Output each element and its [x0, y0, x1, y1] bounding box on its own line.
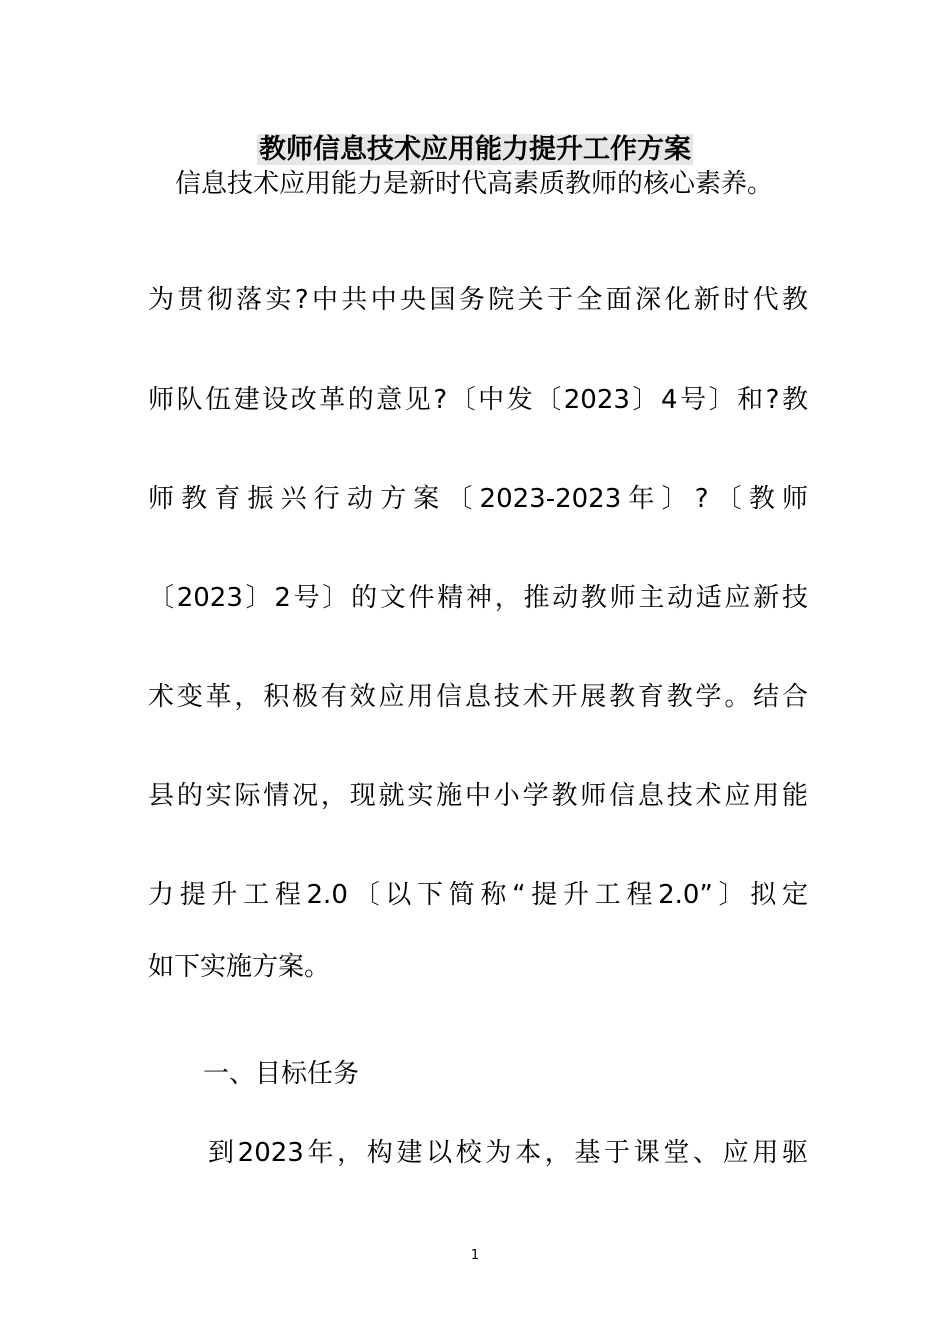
- page-number: 1: [470, 1248, 480, 1263]
- section-heading-1: 一、目标任务: [203, 1059, 360, 1089]
- paragraph-line-1: 信息技术应用能力是新时代高素质教师的核心素养。: [175, 169, 774, 199]
- paragraph-line-9: 如下实施方案。: [148, 952, 331, 982]
- paragraph-line-7: 县的实际情况，现就实施中小学教师信息技术应用能: [148, 781, 808, 811]
- paragraph-line-2: 为贯彻落实?中共中央国务院关于全面深化新时代教: [148, 285, 808, 315]
- title-text: 教师信息技术应用能力提升工作方案: [259, 134, 691, 165]
- paragraph-line-5: 〔2023〕2号〕的文件精神，推动教师主动适应新技: [148, 583, 808, 613]
- paragraph-line-3: 师队伍建设改革的意见?〔中发〔2023〕4号〕和?教: [148, 385, 808, 415]
- paragraph-line-6: 术变革，积极有效应用信息技术开展教育教学。结合: [148, 682, 808, 712]
- paragraph-line-8: 力提升工程2.0〔以下简称“提升工程2.0”〕拟定: [148, 880, 808, 910]
- paragraph-line-4: 师教育振兴行动方案〔2023-2023年〕?〔教师: [148, 484, 808, 514]
- paragraph-line-10: 到2023年，构建以校为本，基于课堂、应用驱: [208, 1138, 808, 1168]
